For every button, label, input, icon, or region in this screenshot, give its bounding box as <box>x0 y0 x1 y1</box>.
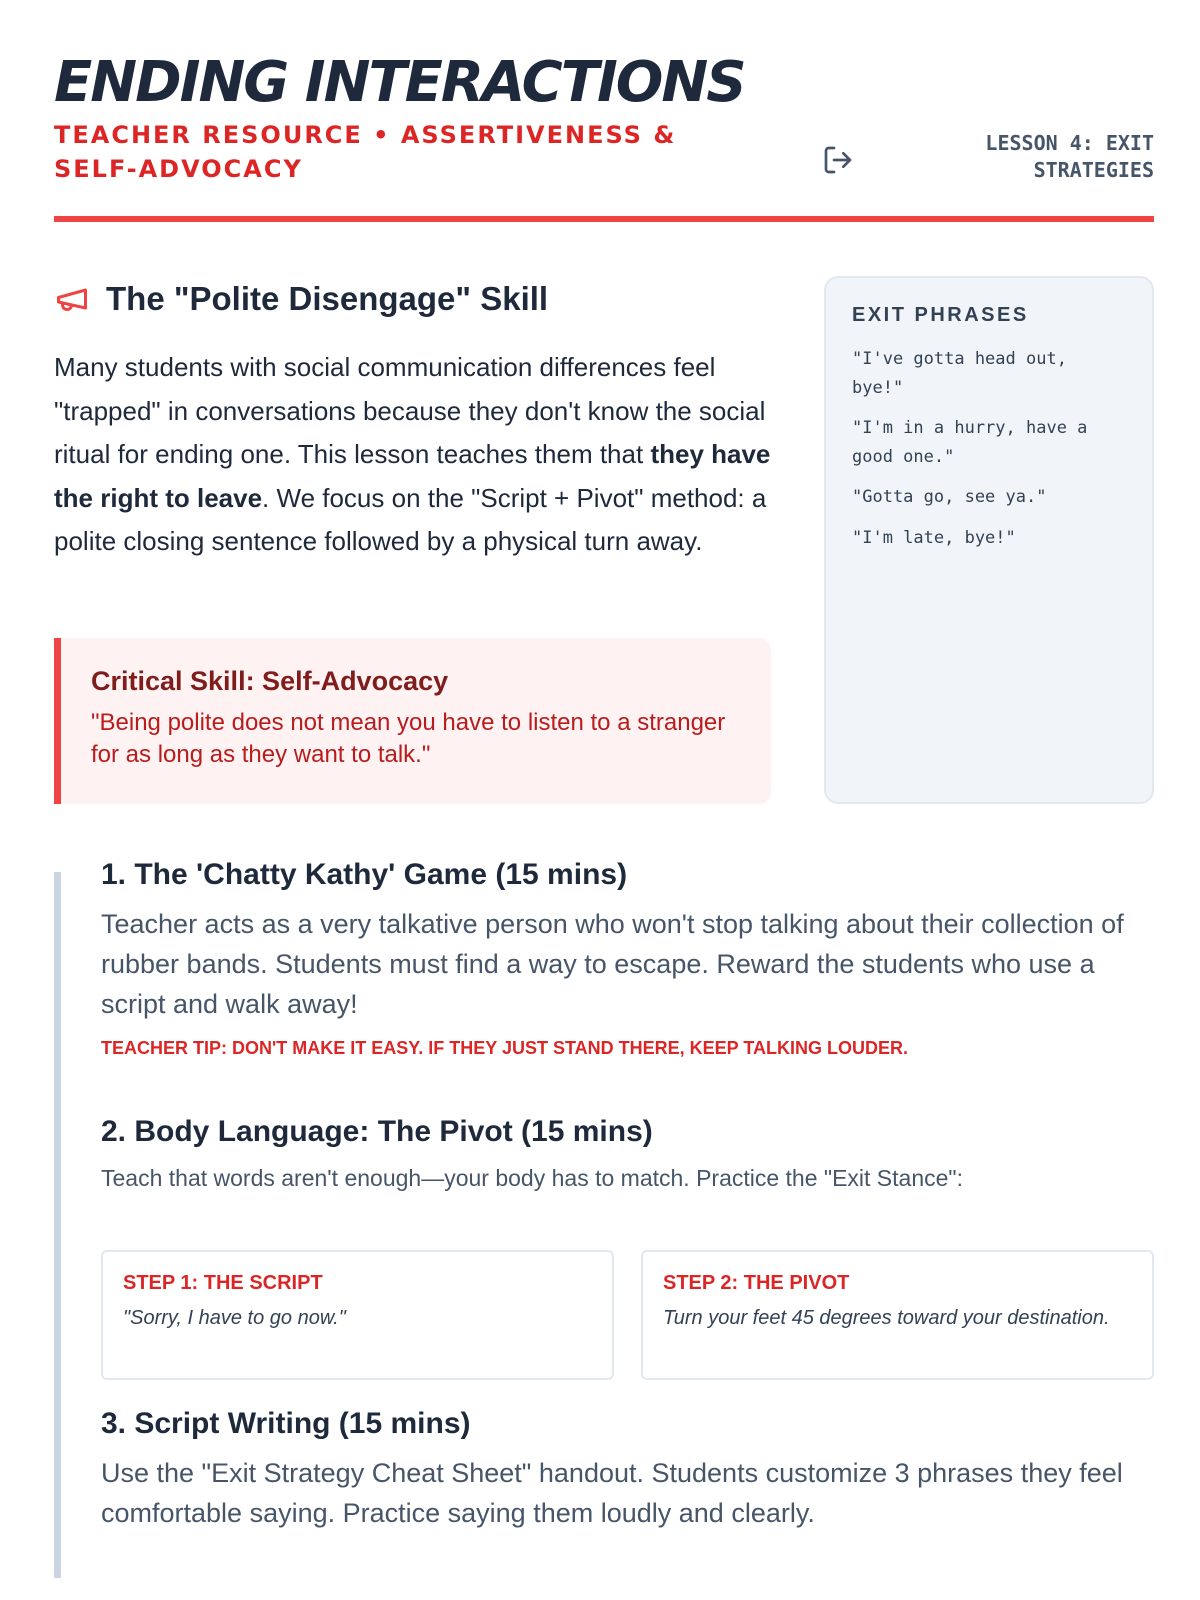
exit-phrase: "I've gotta head out, bye!" <box>852 349 1067 398</box>
intro-paragraph <box>54 346 771 564</box>
skill-heading <box>54 276 771 322</box>
step-label: STEP 2: THE PIVOT <box>663 1272 850 1294</box>
activity-description: Teach that words aren't enough—your body has to match. Practice the "Exit Stance": <box>101 1165 963 1191</box>
activity-description: Use the "Exit Strategy Cheat Sheet" handout. Students customize 3 phrases they feel comfortable saying. Practice saying them loudly and clearly. <box>101 1458 1123 1528</box>
activity-description: Teacher acts as a very talkative person who won't stop talking about their collection of rubber bands. Students must find a way to escape. Reward the students who use a script and walk away! <box>101 909 1124 1019</box>
activity-title: 2. Body Language: The Pivot (15 mins) <box>101 1115 653 1148</box>
activity-body-language <box>101 1115 1154 1193</box>
step-label: STEP 1: THE SCRIPT <box>123 1272 323 1294</box>
intro-section <box>54 276 771 564</box>
activity-title: 1. The 'Chatty Kathy' Game (15 mins) <box>101 858 628 891</box>
page-subtitle: TEACHER RESOURCE • ASSERTIVENESS & SELF-ADVOCACY <box>54 121 677 183</box>
callout-quote: "Being polite does not mean you have to listen to a stranger for as long as they want to talk." <box>91 709 726 768</box>
teacher-tip: TEACHER TIP: DON'T MAKE IT EASY. IF THEY JUST STAND THERE, KEEP TALKING LOUDER. <box>101 1038 909 1058</box>
sidebar-title: EXIT PHRASES <box>852 304 1029 326</box>
callout-title: Critical Skill: Self-Advocacy <box>91 666 449 696</box>
activities-section <box>54 858 1154 1578</box>
activity-chatty-kathy <box>101 858 1154 1059</box>
intro-text-bold: they have the right to leave <box>54 439 771 513</box>
exit-icon <box>822 144 854 176</box>
activity-script-writing <box>101 1407 1154 1533</box>
activity-title: 3. Script Writing (15 mins) <box>101 1407 471 1440</box>
intro-text-1: Many students with social communication differences feel "trapped" in conversations because they don't know the social ritual for ending one. This lesson teaches them that <box>54 352 766 470</box>
page-header <box>54 0 1154 222</box>
exit-phrase: "I'm in a hurry, have a good one." <box>852 418 1088 467</box>
step-text: Turn your feet 45 degrees toward your destination. <box>663 1307 1110 1329</box>
exit-phrase: "I'm late, bye!" <box>852 527 1016 548</box>
lesson-page <box>54 0 1154 1528</box>
page-title: ENDING INTERACTIONS <box>54 50 745 115</box>
step-card-pivot <box>641 1250 1154 1380</box>
critical-skill-callout <box>54 638 771 804</box>
exit-phrase: "Gotta go, see ya." <box>852 487 1047 507</box>
step-text: "Sorry, I have to go now." <box>123 1307 346 1329</box>
lesson-label: LESSON 4: EXIT STRATEGIES <box>985 131 1154 182</box>
intro-text-2: . We focus on the "Script + Pivot" method: a polite closing sentence followed by a physical turn away. <box>54 482 767 557</box>
step-card-script <box>101 1250 614 1380</box>
steps-row <box>101 1250 1154 1380</box>
skill-title: The "Polite Disengage" Skill <box>106 280 549 317</box>
exit-phrases-panel <box>824 276 1154 804</box>
megaphone-icon <box>54 281 90 317</box>
